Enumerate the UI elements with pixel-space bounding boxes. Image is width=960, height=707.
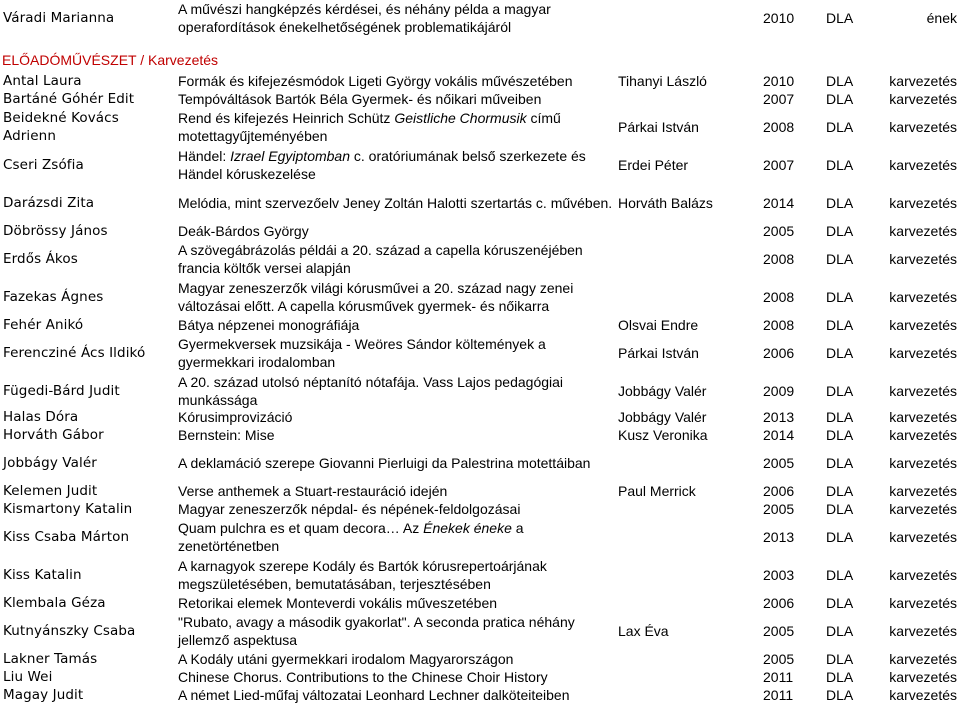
advisor-name: Paul Merrick (618, 483, 696, 499)
field: karvezetés (889, 345, 957, 361)
year: 2005 (763, 623, 795, 639)
thesis-title: Retorikai elemek Monteverdi vokális műveszetében (178, 595, 498, 611)
degree: DLA (826, 251, 854, 267)
table-row (0, 594, 960, 612)
field: karvezetés (889, 223, 957, 239)
thesis-title: Bátya népzenei monográfiája (178, 317, 360, 333)
year: 2005 (763, 501, 795, 517)
author-name: Horváth Gábor (3, 427, 104, 443)
table-row (0, 146, 960, 184)
year: 2010 (763, 10, 795, 26)
degree: DLA (826, 195, 854, 211)
thesis-title: Formák és kifejezésmódok Ligeti György vokális művészetében (178, 73, 573, 89)
thesis-title: "Rubato, avagy a második gyakorlat". A seconda pratica néhány jellemző aspektusa (178, 614, 575, 648)
thesis-title: Kórusimprovizáció (178, 409, 293, 425)
advisor-name: Kusz Veronika (618, 427, 708, 443)
degree: DLA (826, 223, 854, 239)
degree: DLA (826, 73, 854, 89)
field: karvezetés (889, 91, 957, 107)
table-row (0, 372, 960, 410)
degree: DLA (826, 595, 854, 611)
author-name: Fazekas Ágnes (3, 289, 104, 305)
table-row (0, 500, 960, 518)
advisor-name: Jobbágy Valér (618, 383, 707, 399)
table-row (0, 650, 960, 668)
degree: DLA (826, 529, 854, 545)
thesis-title: A szövegábrázolás példái a 20. század a capella kóruszenéjében francia költők versei alapján (178, 242, 583, 276)
field: karvezetés (889, 651, 957, 667)
year: 2010 (763, 73, 795, 89)
year: 2008 (763, 119, 795, 135)
thesis-title: A művészi hangképzés kérdései, és néhány példa a magyar operafordítások énekelhetőségének problematikájáról (178, 1, 551, 35)
year: 2009 (763, 383, 795, 399)
author-name: Jobbágy Valér (3, 455, 97, 471)
author-name: Kutnyánszky Csaba (3, 623, 136, 639)
degree: DLA (826, 10, 854, 26)
author-name: Erdős Ákos (3, 251, 78, 267)
field: karvezetés (889, 567, 957, 583)
degree: DLA (826, 157, 854, 173)
thesis-title: Deák-Bárdos György (178, 223, 309, 239)
year: 2011 (763, 687, 794, 703)
table-row (0, 240, 960, 278)
author-name: Beidekné Kovács Adrienn (3, 110, 119, 144)
field: karvezetés (889, 409, 957, 425)
author-name: Kismartony Katalin (3, 501, 133, 517)
thesis-title: Quam pulchra es et quam decora… Az Énekek éneke a zenetörténetben (178, 520, 524, 554)
advisor-name: Lax Éva (618, 623, 669, 639)
advisor-name: Horváth Balázs (618, 195, 713, 211)
degree: DLA (826, 383, 854, 399)
thesis-title: Bernstein: Mise (178, 427, 275, 443)
advisor-name: Jobbágy Valér (618, 409, 707, 425)
advisor-name: Párkai István (618, 119, 699, 135)
degree: DLA (826, 669, 854, 685)
thesis-title: Chinese Chorus. Contributions to the Chinese Choir History (178, 669, 548, 685)
year: 2011 (763, 669, 794, 685)
author-name: Váradi Marianna (3, 10, 115, 26)
table-row (0, 518, 960, 556)
field: karvezetés (889, 501, 957, 517)
author-name: Liu Wei (3, 669, 53, 685)
advisor-name: Olsvai Endre (618, 317, 699, 333)
field: karvezetés (889, 73, 957, 89)
year: 2005 (763, 651, 795, 667)
author-name: Ferencziné Ács Ildikó (3, 345, 146, 361)
table-row (0, 184, 960, 222)
table-row (0, 108, 960, 146)
table-row (0, 222, 960, 240)
year: 2005 (763, 455, 795, 471)
author-name: Kelemen Judit (3, 483, 98, 499)
thesis-title: A deklamáció szerepe Giovanni Pierluigi da Palestrina motettáiban (178, 455, 591, 471)
table-row (0, 334, 960, 372)
field: karvezetés (889, 595, 957, 611)
table-row (0, 408, 960, 426)
degree: DLA (826, 567, 854, 583)
thesis-title: Rend és kifejezés Heinrich Schütz Geistliche Chormusik című motettagyűjteményében (178, 110, 561, 144)
author-name: Fügedi-Bárd Judit (3, 383, 120, 399)
degree: DLA (826, 119, 854, 135)
degree: DLA (826, 289, 854, 305)
degree: DLA (826, 345, 854, 361)
field: karvezetés (889, 687, 957, 703)
year: 2007 (763, 91, 795, 107)
year: 2006 (763, 595, 795, 611)
degree: DLA (826, 623, 854, 639)
field: karvezetés (889, 455, 957, 471)
degree: DLA (826, 317, 854, 333)
year: 2008 (763, 251, 795, 267)
year: 2008 (763, 289, 795, 305)
author-name: Lakner Tamás (3, 651, 98, 667)
year: 2006 (763, 345, 795, 361)
thesis-title: Verse anthemek a Stuart-restauráció idején (178, 483, 448, 499)
author-name: Antal Laura (3, 73, 82, 89)
degree: DLA (826, 483, 854, 499)
thesis-title: Magyar zeneszerzők világi kórusművei a 20. század nagy zenei változásai előtt. A capella kórusművek gyermek- és nőikarra (178, 280, 574, 314)
field: karvezetés (889, 383, 957, 399)
field: karvezetés (889, 195, 957, 211)
table-row (0, 278, 960, 316)
field: karvezetés (889, 289, 957, 305)
thesis-title: A karnagyok szerepe Kodály és Bartók kórusrepertoárjának megszületésében, bemutatásában, terjesztésében (178, 558, 547, 592)
table-row (0, 556, 960, 594)
table-row (0, 426, 960, 444)
degree: DLA (826, 409, 854, 425)
year: 2008 (763, 317, 795, 333)
degree: DLA (826, 687, 854, 703)
field: karvezetés (889, 623, 957, 639)
thesis-title: Magyar zeneszerzők népdal- és népének-feldolgozásai (178, 501, 521, 517)
thesis-title: Gyermekversek muzsikája - Weöres Sándor költemények a gyermekkari irodalomban (178, 336, 546, 370)
degree: DLA (826, 455, 854, 471)
advisor-name: Tihanyi László (618, 73, 707, 89)
field: karvezetés (889, 483, 957, 499)
year: 2005 (763, 223, 795, 239)
field: karvezetés (889, 119, 957, 135)
year: 2013 (763, 529, 795, 545)
degree: DLA (826, 91, 854, 107)
author-name: Fehér Anikó (3, 317, 84, 333)
author-name: Bartáné Góhér Edit (3, 91, 135, 107)
author-name: Döbrössy János (3, 223, 108, 239)
year: 2006 (763, 483, 795, 499)
table-row (0, 612, 960, 650)
table-row (0, 316, 960, 334)
author-name: Halas Dóra (3, 409, 79, 425)
field: karvezetés (889, 317, 957, 333)
field: ének (926, 10, 957, 26)
author-name: Darázsdi Zita (3, 195, 95, 211)
thesis-title: Tempóváltások Bartók Béla Gyermek- és nőikari műveiben (178, 91, 542, 107)
year: 2014 (763, 195, 795, 211)
field: karvezetés (889, 251, 957, 267)
table-row (0, 444, 960, 482)
year: 2007 (763, 157, 795, 173)
degree: DLA (826, 501, 854, 517)
advisor-name: Erdei Péter (618, 157, 689, 173)
thesis-title: A német Lied-műfaj változatai Leonhard Lechner dalköteiteiben (178, 687, 570, 703)
author-name: Kiss Csaba Márton (3, 529, 130, 545)
year: 2014 (763, 427, 795, 443)
table-row (0, 0, 960, 36)
table-row (0, 686, 960, 704)
thesis-title: Händel: Izrael Egyiptomban c. oratóriumának belső szerkezete és Händel kóruskezelése (178, 148, 586, 182)
field: karvezetés (889, 157, 957, 173)
author-name: Magay Judit (3, 687, 84, 703)
table-row (0, 668, 960, 686)
thesis-title: A 20. század utolsó néptanító nótafája. Vass Lajos pedagógiai munkássága (178, 374, 564, 408)
degree: DLA (826, 427, 854, 443)
field: karvezetés (889, 669, 957, 685)
thesis-title: Melódia, mint szervezőelv Jeney Zoltán Halotti szertartás c. művében. (178, 195, 613, 211)
year: 2013 (763, 409, 795, 425)
table-row (0, 72, 960, 90)
table-row (0, 90, 960, 108)
table-row (0, 482, 960, 500)
field: karvezetés (889, 529, 957, 545)
section-heading: ELŐADÓMŰVÉSZET / Karvezetés (2, 52, 219, 68)
author-name: Cseri Zsófia (3, 157, 84, 173)
thesis-title: A Kodály utáni gyermekkari irodalom Magyarországon (178, 651, 514, 667)
advisor-name: Párkai István (618, 345, 699, 361)
author-name: Klembala Géza (3, 595, 106, 611)
degree: DLA (826, 651, 854, 667)
year: 2003 (763, 567, 795, 583)
field: karvezetés (889, 427, 957, 443)
author-name: Kiss Katalin (3, 567, 82, 583)
